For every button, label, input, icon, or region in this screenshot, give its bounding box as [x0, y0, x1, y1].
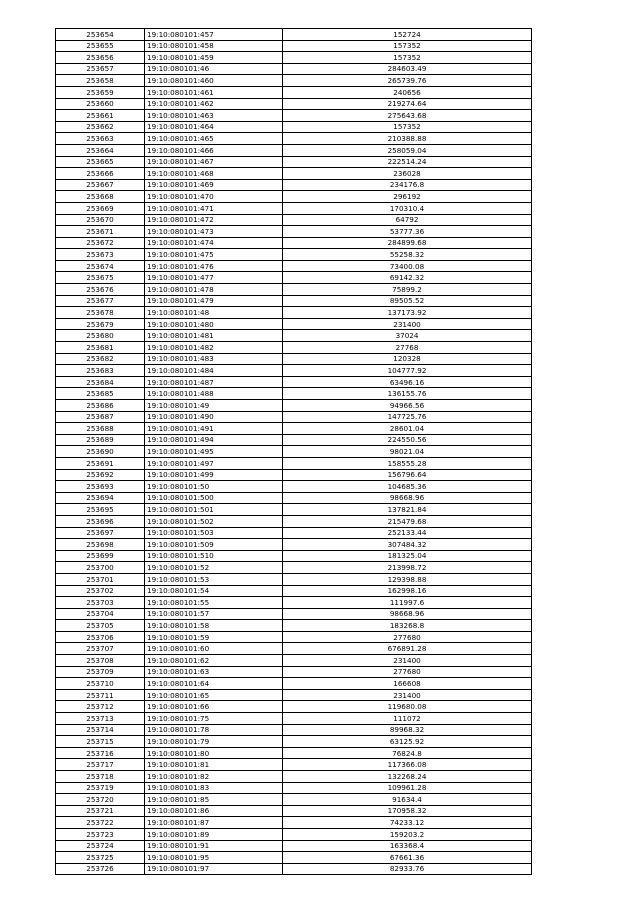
cadastral-number-cell: 19:10:080101:91: [145, 840, 283, 852]
row-number-cell: 253684: [56, 376, 145, 388]
cadastral-number-cell: 19:10:080101:502: [145, 515, 283, 527]
cadastral-number-cell: 19:10:080101:86: [145, 805, 283, 817]
row-number-cell: 253703: [56, 597, 145, 609]
table-row: [56, 608, 532, 620]
cadastral-number-cell: 19:10:080101:58: [145, 620, 283, 632]
table-row: [56, 411, 532, 423]
value-cell: 162998.16: [283, 585, 532, 597]
cadastral-number-cell: 19:10:080101:488: [145, 388, 283, 400]
cadastral-number-cell: 19:10:080101:471: [145, 202, 283, 214]
row-number-cell: 253672: [56, 237, 145, 249]
value-cell: 82933.76: [283, 863, 532, 875]
row-number-cell: 253721: [56, 805, 145, 817]
value-cell: 129398.88: [283, 573, 532, 585]
table-row: [56, 237, 532, 249]
row-number-cell: 253702: [56, 585, 145, 597]
row-number-cell: 253715: [56, 736, 145, 748]
table-row: [56, 179, 532, 191]
table-row: [56, 121, 532, 133]
table-row: [56, 678, 532, 690]
cadastral-number-cell: 19:10:080101:87: [145, 817, 283, 829]
row-number-cell: 253682: [56, 353, 145, 365]
table-row: [56, 539, 532, 551]
value-cell: 275643.68: [283, 110, 532, 122]
value-cell: 98668.96: [283, 608, 532, 620]
value-cell: 231400: [283, 689, 532, 701]
row-number-cell: 253674: [56, 260, 145, 272]
row-number-cell: 253656: [56, 52, 145, 64]
row-number-cell: 253694: [56, 492, 145, 504]
value-cell: 117366.08: [283, 759, 532, 771]
row-number-cell: 253659: [56, 86, 145, 98]
cadastral-number-cell: 19:10:080101:494: [145, 434, 283, 446]
table-row: [56, 782, 532, 794]
cadastral-number-cell: 19:10:080101:510: [145, 550, 283, 562]
table-row: [56, 805, 532, 817]
table-row: [56, 295, 532, 307]
table-row: [56, 724, 532, 736]
cadastral-number-cell: 19:10:080101:75: [145, 713, 283, 725]
value-cell: 240656: [283, 86, 532, 98]
value-cell: 170310.4: [283, 202, 532, 214]
value-cell: 89505.52: [283, 295, 532, 307]
row-number-cell: 253668: [56, 191, 145, 203]
value-cell: 136155.76: [283, 388, 532, 400]
table-row: [56, 457, 532, 469]
value-cell: 222514.24: [283, 156, 532, 168]
table-row: [56, 515, 532, 527]
table-row: [56, 63, 532, 75]
cadastral-number-cell: 19:10:080101:460: [145, 75, 283, 87]
value-cell: 158555.28: [283, 457, 532, 469]
value-cell: 37024: [283, 330, 532, 342]
cadastral-number-cell: 19:10:080101:89: [145, 828, 283, 840]
table-row: [56, 376, 532, 388]
cadastral-number-cell: 19:10:080101:499: [145, 469, 283, 481]
table-row: [56, 86, 532, 98]
table-row: [56, 550, 532, 562]
value-cell: 159203.2: [283, 828, 532, 840]
row-number-cell: 253688: [56, 423, 145, 435]
cadastral-number-cell: 19:10:080101:477: [145, 272, 283, 284]
cadastral-number-cell: 19:10:080101:79: [145, 736, 283, 748]
table-row: [56, 759, 532, 771]
row-number-cell: 253712: [56, 701, 145, 713]
cadastral-number-cell: 19:10:080101:473: [145, 226, 283, 238]
cadastral-number-cell: 19:10:080101:490: [145, 411, 283, 423]
value-cell: 166608: [283, 678, 532, 690]
row-number-cell: 253678: [56, 307, 145, 319]
row-number-cell: 253675: [56, 272, 145, 284]
value-cell: 55258.32: [283, 249, 532, 261]
value-cell: 231400: [283, 655, 532, 667]
row-number-cell: 253691: [56, 457, 145, 469]
value-cell: 219274.64: [283, 98, 532, 110]
value-cell: 676891.28: [283, 643, 532, 655]
cadastral-number-cell: 19:10:080101:65: [145, 689, 283, 701]
value-cell: 74233.12: [283, 817, 532, 829]
cadastral-number-cell: 19:10:080101:480: [145, 318, 283, 330]
value-cell: 296192: [283, 191, 532, 203]
row-number-cell: 253726: [56, 863, 145, 875]
cadastral-number-cell: 19:10:080101:467: [145, 156, 283, 168]
cadastral-number-cell: 19:10:080101:95: [145, 852, 283, 864]
value-cell: 210388.88: [283, 133, 532, 145]
value-cell: 163368.4: [283, 840, 532, 852]
value-cell: 75899.2: [283, 284, 532, 296]
table-row: [56, 481, 532, 493]
table-row: [56, 249, 532, 261]
value-cell: 183268.8: [283, 620, 532, 632]
row-number-cell: 253693: [56, 481, 145, 493]
cadastral-number-cell: 19:10:080101:60: [145, 643, 283, 655]
value-cell: 73400.08: [283, 260, 532, 272]
value-cell: 89968.32: [283, 724, 532, 736]
cadastral-values-table: [55, 28, 532, 875]
row-number-cell: 253706: [56, 631, 145, 643]
table-row: [56, 469, 532, 481]
value-cell: 69142.32: [283, 272, 532, 284]
cadastral-number-cell: 19:10:080101:470: [145, 191, 283, 203]
cadastral-number-cell: 19:10:080101:464: [145, 121, 283, 133]
value-cell: 307484.32: [283, 539, 532, 551]
table-row: [56, 272, 532, 284]
row-number-cell: 253709: [56, 666, 145, 678]
row-number-cell: 253701: [56, 573, 145, 585]
table-row: [56, 40, 532, 52]
row-number-cell: 253707: [56, 643, 145, 655]
cadastral-number-cell: 19:10:080101:457: [145, 29, 283, 41]
table-row: [56, 318, 532, 330]
cadastral-number-cell: 19:10:080101:476: [145, 260, 283, 272]
table-row: [56, 307, 532, 319]
table-row: [56, 828, 532, 840]
row-number-cell: 253669: [56, 202, 145, 214]
table-row: [56, 353, 532, 365]
table-row: [56, 330, 532, 342]
row-number-cell: 253680: [56, 330, 145, 342]
table-row: [56, 747, 532, 759]
row-number-cell: 253677: [56, 295, 145, 307]
row-number-cell: 253660: [56, 98, 145, 110]
value-cell: 277680: [283, 666, 532, 678]
cadastral-number-cell: 19:10:080101:501: [145, 504, 283, 516]
table-row: [56, 631, 532, 643]
row-number-cell: 253662: [56, 121, 145, 133]
value-cell: 277680: [283, 631, 532, 643]
value-cell: 284603.49: [283, 63, 532, 75]
cadastral-number-cell: 19:10:080101:465: [145, 133, 283, 145]
cadastral-number-cell: 19:10:080101:49: [145, 400, 283, 412]
row-number-cell: 253658: [56, 75, 145, 87]
cadastral-number-cell: 19:10:080101:63: [145, 666, 283, 678]
value-cell: 224550.56: [283, 434, 532, 446]
cadastral-number-cell: 19:10:080101:463: [145, 110, 283, 122]
row-number-cell: 253683: [56, 365, 145, 377]
row-number-cell: 253724: [56, 840, 145, 852]
row-number-cell: 253692: [56, 469, 145, 481]
value-cell: 265739.76: [283, 75, 532, 87]
row-number-cell: 253673: [56, 249, 145, 261]
table-row: [56, 840, 532, 852]
row-number-cell: 253664: [56, 144, 145, 156]
row-number-cell: 253667: [56, 179, 145, 191]
value-cell: 252133.44: [283, 527, 532, 539]
row-number-cell: 253716: [56, 747, 145, 759]
row-number-cell: 253708: [56, 655, 145, 667]
cadastral-number-cell: 19:10:080101:85: [145, 794, 283, 806]
row-number-cell: 253719: [56, 782, 145, 794]
cadastral-number-cell: 19:10:080101:458: [145, 40, 283, 52]
table-row: [56, 342, 532, 354]
table-row: [56, 701, 532, 713]
value-cell: 157352: [283, 121, 532, 133]
cadastral-number-cell: 19:10:080101:80: [145, 747, 283, 759]
cadastral-number-cell: 19:10:080101:55: [145, 597, 283, 609]
value-cell: 63496.16: [283, 376, 532, 388]
table-row: [56, 666, 532, 678]
value-cell: 28601.04: [283, 423, 532, 435]
table-row: [56, 585, 532, 597]
cadastral-number-cell: 19:10:080101:82: [145, 771, 283, 783]
value-cell: 111072: [283, 713, 532, 725]
row-number-cell: 253697: [56, 527, 145, 539]
cadastral-number-cell: 19:10:080101:54: [145, 585, 283, 597]
value-cell: 170958.32: [283, 805, 532, 817]
value-cell: 53777.36: [283, 226, 532, 238]
row-number-cell: 253710: [56, 678, 145, 690]
row-number-cell: 253700: [56, 562, 145, 574]
cadastral-number-cell: 19:10:080101:497: [145, 457, 283, 469]
table-row: [56, 388, 532, 400]
table-row: [56, 794, 532, 806]
table-row: [56, 527, 532, 539]
table-row: [56, 573, 532, 585]
table-row: [56, 504, 532, 516]
cadastral-number-cell: 19:10:080101:46: [145, 63, 283, 75]
table-row: [56, 110, 532, 122]
row-number-cell: 253657: [56, 63, 145, 75]
row-number-cell: 253676: [56, 284, 145, 296]
cadastral-number-cell: 19:10:080101:500: [145, 492, 283, 504]
table-row: [56, 144, 532, 156]
value-cell: 109961.28: [283, 782, 532, 794]
value-cell: 63125.92: [283, 736, 532, 748]
table-row: [56, 863, 532, 875]
value-cell: 152724: [283, 29, 532, 41]
cadastral-number-cell: 19:10:080101:478: [145, 284, 283, 296]
table-row: [56, 620, 532, 632]
value-cell: 181325.04: [283, 550, 532, 562]
cadastral-number-cell: 19:10:080101:53: [145, 573, 283, 585]
value-cell: 132268.24: [283, 771, 532, 783]
table-row: [56, 52, 532, 64]
cadastral-number-cell: 19:10:080101:482: [145, 342, 283, 354]
table-row: [56, 736, 532, 748]
cadastral-number-cell: 19:10:080101:466: [145, 144, 283, 156]
cadastral-number-cell: 19:10:080101:52: [145, 562, 283, 574]
row-number-cell: 253685: [56, 388, 145, 400]
cadastral-number-cell: 19:10:080101:481: [145, 330, 283, 342]
value-cell: 64792: [283, 214, 532, 226]
row-number-cell: 253654: [56, 29, 145, 41]
cadastral-number-cell: 19:10:080101:484: [145, 365, 283, 377]
table-row: [56, 562, 532, 574]
row-number-cell: 253670: [56, 214, 145, 226]
cadastral-number-cell: 19:10:080101:461: [145, 86, 283, 98]
table-row: [56, 29, 532, 41]
row-number-cell: 253705: [56, 620, 145, 632]
table-row: [56, 817, 532, 829]
table-row: [56, 75, 532, 87]
cadastral-number-cell: 19:10:080101:50: [145, 481, 283, 493]
table-row: [56, 191, 532, 203]
table-row: [56, 423, 532, 435]
cadastral-number-cell: 19:10:080101:491: [145, 423, 283, 435]
value-cell: 94966.56: [283, 400, 532, 412]
value-cell: 156796.64: [283, 469, 532, 481]
row-number-cell: 253679: [56, 318, 145, 330]
value-cell: 104685.36: [283, 481, 532, 493]
cadastral-number-cell: 19:10:080101:487: [145, 376, 283, 388]
table-row: [56, 597, 532, 609]
value-cell: 67661.36: [283, 852, 532, 864]
row-number-cell: 253666: [56, 168, 145, 180]
cadastral-number-cell: 19:10:080101:62: [145, 655, 283, 667]
cadastral-number-cell: 19:10:080101:509: [145, 539, 283, 551]
row-number-cell: 253699: [56, 550, 145, 562]
value-cell: 157352: [283, 40, 532, 52]
row-number-cell: 253671: [56, 226, 145, 238]
row-number-cell: 253661: [56, 110, 145, 122]
row-number-cell: 253704: [56, 608, 145, 620]
row-number-cell: 253690: [56, 446, 145, 458]
table-row: [56, 284, 532, 296]
table-row: [56, 214, 532, 226]
table-row: [56, 226, 532, 238]
value-cell: 120328: [283, 353, 532, 365]
row-number-cell: 253686: [56, 400, 145, 412]
value-cell: 234176.8: [283, 179, 532, 191]
table-row: [56, 713, 532, 725]
value-cell: 284899.68: [283, 237, 532, 249]
row-number-cell: 253713: [56, 713, 145, 725]
cadastral-number-cell: 19:10:080101:474: [145, 237, 283, 249]
row-number-cell: 253723: [56, 828, 145, 840]
table-row: [56, 168, 532, 180]
cadastral-number-cell: 19:10:080101:475: [145, 249, 283, 261]
value-cell: 111997.6: [283, 597, 532, 609]
cadastral-number-cell: 19:10:080101:469: [145, 179, 283, 191]
cadastral-number-cell: 19:10:080101:66: [145, 701, 283, 713]
value-cell: 104777.92: [283, 365, 532, 377]
row-number-cell: 253711: [56, 689, 145, 701]
cadastral-number-cell: 19:10:080101:83: [145, 782, 283, 794]
row-number-cell: 253696: [56, 515, 145, 527]
value-cell: 91634.4: [283, 794, 532, 806]
cadastral-number-cell: 19:10:080101:462: [145, 98, 283, 110]
value-cell: 236028: [283, 168, 532, 180]
cadastral-number-cell: 19:10:080101:495: [145, 446, 283, 458]
row-number-cell: 253665: [56, 156, 145, 168]
row-number-cell: 253714: [56, 724, 145, 736]
row-number-cell: 253687: [56, 411, 145, 423]
value-cell: 76824.8: [283, 747, 532, 759]
row-number-cell: 253655: [56, 40, 145, 52]
value-cell: 137821.84: [283, 504, 532, 516]
cadastral-number-cell: 19:10:080101:483: [145, 353, 283, 365]
cadastral-number-cell: 19:10:080101:479: [145, 295, 283, 307]
row-number-cell: 253722: [56, 817, 145, 829]
row-number-cell: 253663: [56, 133, 145, 145]
value-cell: 231400: [283, 318, 532, 330]
value-cell: 137173.92: [283, 307, 532, 319]
value-cell: 157352: [283, 52, 532, 64]
table-row: [56, 434, 532, 446]
table-row: [56, 689, 532, 701]
table-row: [56, 852, 532, 864]
cadastral-number-cell: 19:10:080101:64: [145, 678, 283, 690]
cadastral-number-cell: 19:10:080101:97: [145, 863, 283, 875]
value-cell: 98668.96: [283, 492, 532, 504]
table-row: [56, 643, 532, 655]
row-number-cell: 253689: [56, 434, 145, 446]
row-number-cell: 253681: [56, 342, 145, 354]
cadastral-number-cell: 19:10:080101:57: [145, 608, 283, 620]
cadastral-number-cell: 19:10:080101:472: [145, 214, 283, 226]
table-row: [56, 202, 532, 214]
table-row: [56, 98, 532, 110]
row-number-cell: 253717: [56, 759, 145, 771]
cadastral-number-cell: 19:10:080101:468: [145, 168, 283, 180]
value-cell: 119680.08: [283, 701, 532, 713]
row-number-cell: 253725: [56, 852, 145, 864]
table-row: [56, 446, 532, 458]
value-cell: 147725.76: [283, 411, 532, 423]
table-row: [56, 771, 532, 783]
value-cell: 98021.04: [283, 446, 532, 458]
table-row: [56, 400, 532, 412]
table-row: [56, 492, 532, 504]
cadastral-number-cell: 19:10:080101:78: [145, 724, 283, 736]
table-row: [56, 655, 532, 667]
table-row: [56, 260, 532, 272]
cadastral-number-cell: 19:10:080101:81: [145, 759, 283, 771]
row-number-cell: 253720: [56, 794, 145, 806]
row-number-cell: 253695: [56, 504, 145, 516]
table-row: [56, 365, 532, 377]
row-number-cell: 253698: [56, 539, 145, 551]
cadastral-number-cell: 19:10:080101:48: [145, 307, 283, 319]
cadastral-number-cell: 19:10:080101:459: [145, 52, 283, 64]
value-cell: 213998.72: [283, 562, 532, 574]
cadastral-number-cell: 19:10:080101:503: [145, 527, 283, 539]
row-number-cell: 253718: [56, 771, 145, 783]
cadastral-number-cell: 19:10:080101:59: [145, 631, 283, 643]
value-cell: 258059.04: [283, 144, 532, 156]
table-row: [56, 133, 532, 145]
table-body: [56, 29, 532, 875]
table-row: [56, 156, 532, 168]
value-cell: 215479.68: [283, 515, 532, 527]
value-cell: 27768: [283, 342, 532, 354]
